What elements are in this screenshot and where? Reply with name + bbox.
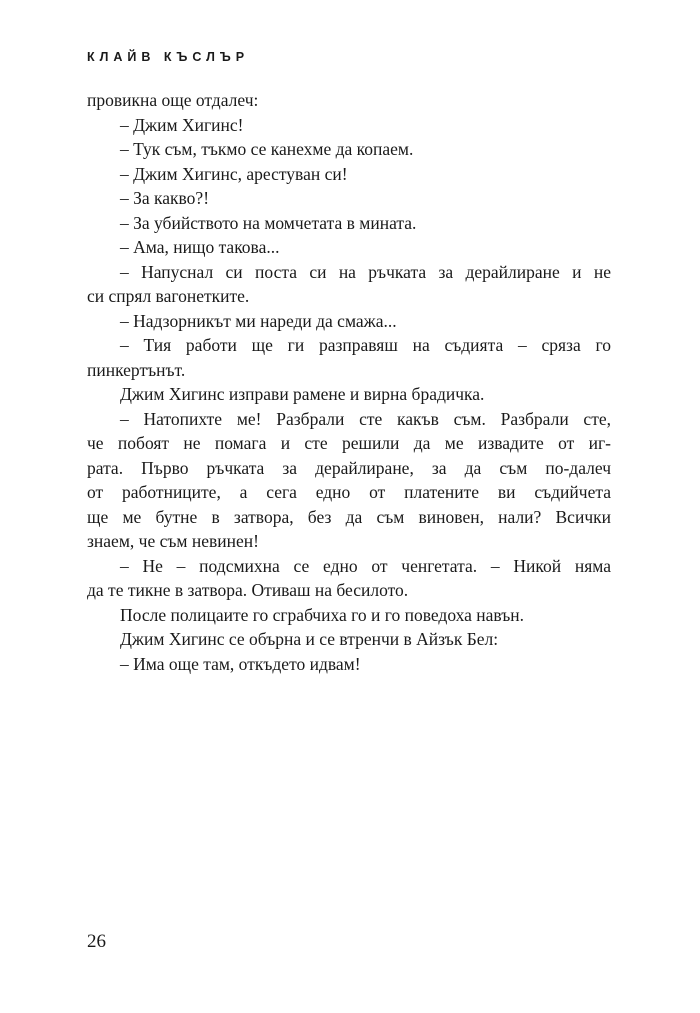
text-line: – За убийството на момчетата в мината. bbox=[120, 212, 417, 233]
text-line: – Ама, нищо такова... bbox=[120, 237, 280, 257]
text-line: – Джим Хигинс, арестуван си! bbox=[120, 163, 348, 184]
text-line: После полицаите го сграбчиха го и го поведоха навън. bbox=[120, 604, 525, 625]
running-header-author: КЛАЙВ КЪСЛЪР bbox=[87, 50, 250, 64]
text-line: от работниците, а сега едно от платените ви съдийчета bbox=[87, 482, 611, 502]
text-line: си спрял вагонетките. bbox=[87, 286, 250, 306]
text-line: – Натопихте ме! Разбрали сте какъв съм. Разбрали сте, bbox=[120, 408, 611, 429]
text-line: – За какво?! bbox=[120, 188, 210, 208]
text-line: – Джим Хигинс! bbox=[120, 114, 244, 135]
text-line: – Тия работи ще ги разправяш на съдията – сряза го bbox=[120, 335, 611, 355]
page-number: 26 bbox=[87, 931, 106, 952]
text-line: Джим Хигинс се обърна и се втренчи в Айзък Бел: bbox=[120, 629, 499, 649]
text-line: – Надзорникът ми нареди да смажа... bbox=[120, 310, 397, 331]
text-line: че побоят не помага и сте решили да ме извадите от иг- bbox=[87, 433, 611, 453]
text-line: – Има още там, откъдето идвам! bbox=[120, 653, 361, 674]
text-line: рата. Първо ръчката за дерайлиране, за да съм по-далеч bbox=[87, 457, 611, 478]
text-line: да те тикне в затвора. Отиваш на бесилото. bbox=[87, 580, 409, 600]
text-line: – Тук съм, тъкмо се канехме да копаем. bbox=[120, 139, 414, 159]
text-line: пинкертънът. bbox=[87, 359, 186, 380]
text-line: провикна още отдалеч: bbox=[87, 90, 259, 110]
body-text bbox=[87, 88, 611, 676]
text-line: знаем, че съм невинен! bbox=[87, 531, 259, 551]
text-line: ще ме бутне в затвора, без да съм виновен, нали? Всички bbox=[87, 506, 611, 527]
text-line: – Напуснал си поста си на ръчката за дерайлиране и не bbox=[120, 261, 611, 282]
text-line: Джим Хигинс изправи рамене и вирна брадичка. bbox=[120, 384, 485, 404]
text-line: – Не – подсмихна се едно от ченгетата. – Никой няма bbox=[120, 555, 611, 576]
